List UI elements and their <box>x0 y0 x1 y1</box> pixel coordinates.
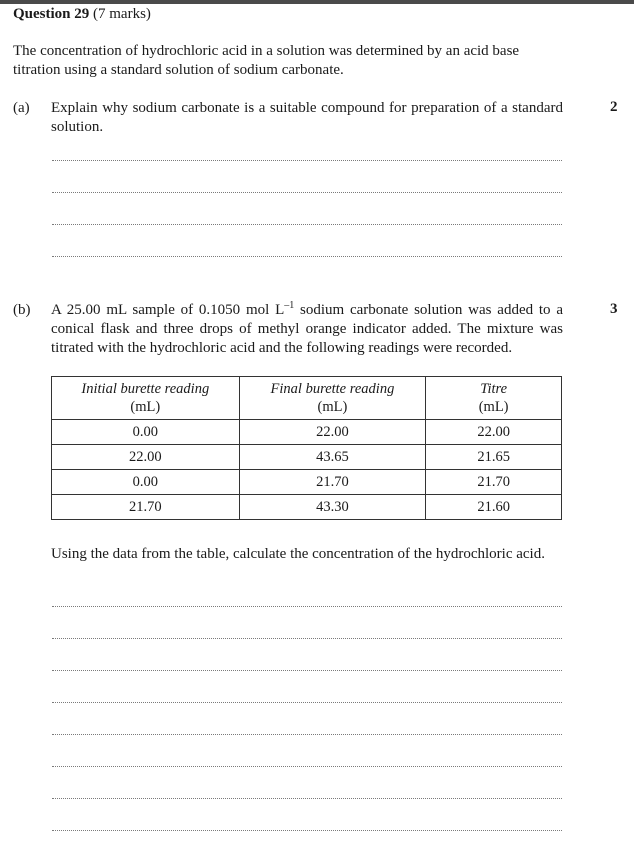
part-b-text-1: A 25.00 mL sample of 0.1050 mol L <box>51 302 285 318</box>
table-row <box>52 445 562 470</box>
header-titre: Titre (mL) <box>426 377 562 420</box>
cell-final: 43.65 <box>239 445 426 470</box>
answer-line-b1[interactable] <box>52 606 562 607</box>
answer-line-b2[interactable] <box>52 638 562 639</box>
table-row <box>52 495 562 520</box>
cell-final: 22.00 <box>239 420 426 445</box>
answer-line-b5[interactable] <box>52 734 562 735</box>
cell-final: 21.70 <box>239 470 426 495</box>
table-row <box>52 470 562 495</box>
answer-line-b8[interactable] <box>52 830 562 831</box>
cell-titre: 21.65 <box>426 445 562 470</box>
part-b-text-2: sodium carbonate solution was added to a conical flask and three drops of methyl orange indicator added. The mixture was titrated with the hydrochloric acid and the following readings were recorded. <box>51 302 564 356</box>
cell-initial: 0.00 <box>52 470 240 495</box>
header-initial: Initial burette reading (mL) <box>52 377 240 420</box>
answer-line-a4[interactable] <box>52 256 562 257</box>
top-rule <box>0 0 634 4</box>
answer-line-a1[interactable] <box>52 160 562 161</box>
answer-line-b7[interactable] <box>52 798 562 799</box>
part-a-marks: 2 <box>610 99 618 115</box>
answer-line-b4[interactable] <box>52 702 562 703</box>
answer-line-b3[interactable] <box>52 670 562 671</box>
part-b-marks: 3 <box>610 301 618 317</box>
question-heading <box>13 6 151 23</box>
table-row <box>52 420 562 445</box>
burette-readings-table <box>51 376 562 520</box>
part-b-text <box>51 301 563 358</box>
part-b-label: (b) <box>13 302 31 318</box>
answer-line-a3[interactable] <box>52 224 562 225</box>
cell-initial: 22.00 <box>52 445 240 470</box>
cell-titre: 22.00 <box>426 420 562 445</box>
question-title: Question 29 <box>13 6 90 22</box>
answer-line-a2[interactable] <box>52 192 562 193</box>
cell-initial: 0.00 <box>52 420 240 445</box>
part-a-label: (a) <box>13 100 30 116</box>
question-marks: (7 marks) <box>93 6 151 22</box>
answer-line-b6[interactable] <box>52 766 562 767</box>
part-b-instruction: Using the data from the table, calculate the concentration of the hydrochloric acid. <box>51 546 545 562</box>
cell-final: 43.30 <box>239 495 426 520</box>
part-a-text: Explain why sodium carbonate is a suitable compound for preparation of a standard solution. <box>51 100 563 135</box>
header-final: Final burette reading (mL) <box>239 377 426 420</box>
cell-initial: 21.70 <box>52 495 240 520</box>
table-header-row <box>52 377 562 420</box>
cell-titre: 21.60 <box>426 495 562 520</box>
question-intro: The concentration of hydrochloric acid in a solution was determined by an acid base titration using a standard solution of sodium carbonate. <box>13 43 520 78</box>
cell-titre: 21.70 <box>426 470 562 495</box>
part-b-superscript: –1 <box>284 300 295 311</box>
